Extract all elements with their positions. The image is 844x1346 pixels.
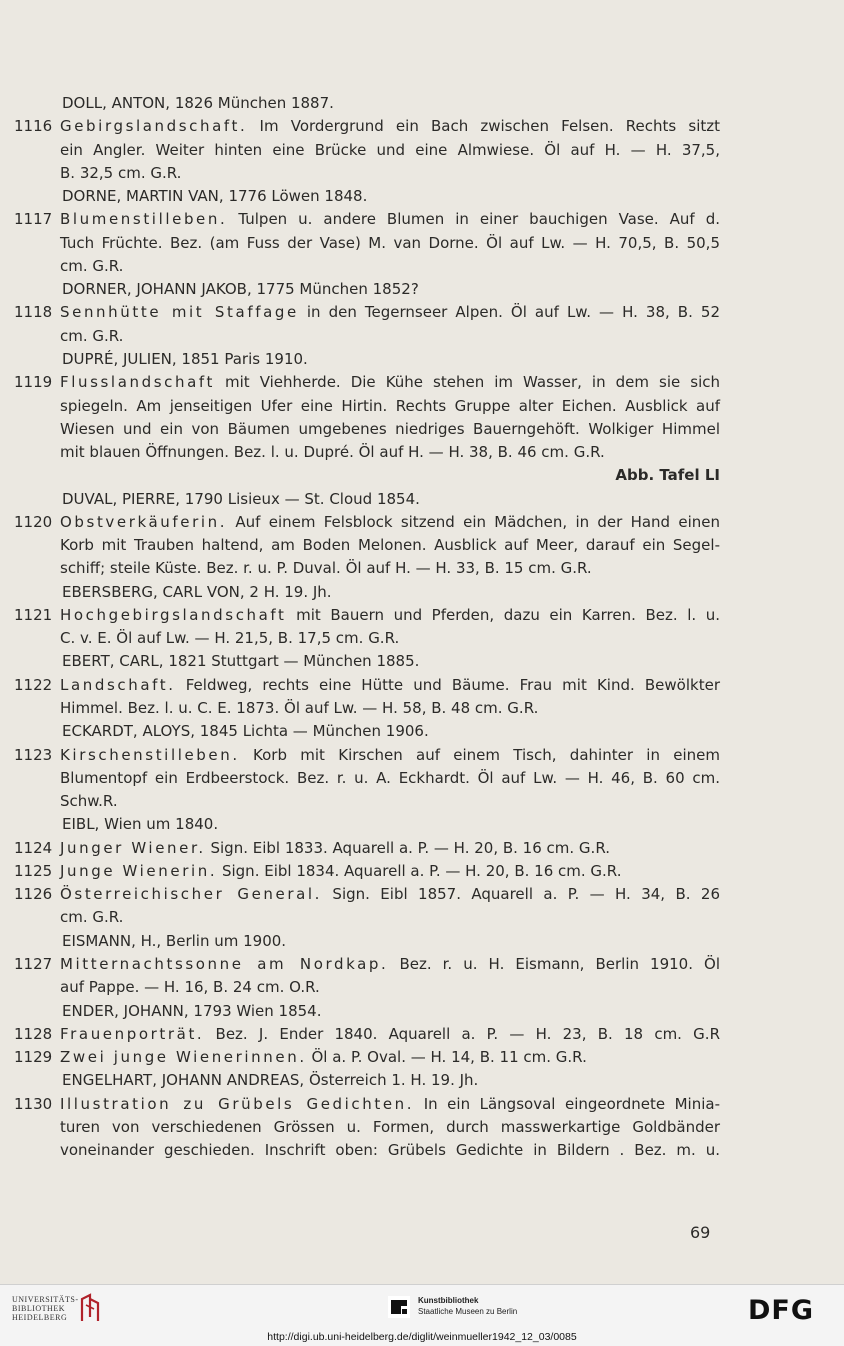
page-number: 69 [690, 1223, 711, 1242]
lot-number: 1128 [14, 1024, 53, 1043]
artist-heading-line [0, 185, 844, 207]
entry-text [60, 371, 720, 393]
artist-heading [62, 930, 722, 952]
entry-text [60, 883, 720, 905]
entry-description: DOLL, ANTON, 1826 München 1887. [62, 94, 334, 112]
entry-description: auf Pappe. — H. 16, B. 24 cm. O.R. [60, 978, 320, 997]
entry-text [60, 860, 720, 882]
entry-description: Sign. Eibl 1857. Aquarell a. P. — H. 34, B. 26 [322, 885, 720, 904]
artist-heading-line [0, 720, 844, 742]
entry-description: voneinander geschieden. Inschrift oben: Grübels Gedichte in Bildern . Bez. m. u. [60, 1141, 720, 1160]
artwork-title: Kirschenstilleben. [60, 745, 240, 764]
entry-first-line [0, 511, 844, 533]
entry-text [60, 255, 720, 277]
entry-first-line [0, 1046, 844, 1068]
entry-text [60, 744, 720, 766]
artist-heading-line [0, 1000, 844, 1022]
entry-description: cm. G.R. [60, 256, 124, 275]
entry-text [60, 1116, 720, 1138]
entry-first-line [0, 301, 844, 323]
entry-text [60, 906, 720, 928]
entry-line [0, 557, 844, 579]
entry-description: Tuch Früchte. Bez. (am Fuss der Vase) M. van Dorne. Öl auf Lw. — H. 70,5, B. 50,5 [60, 233, 720, 252]
entry-description: Korb mit Trauben haltend, am Boden Melonen. Ausblick auf Meer, darauf ein Segel- [60, 536, 720, 555]
entry-description: schiff; steile Küste. Bez. r. u. P. Duval. Öl auf H. — H. 33, B. 15 cm. G.R. [60, 559, 592, 578]
entry-first-line [0, 860, 844, 882]
entry-text [60, 325, 720, 347]
artist-heading [62, 813, 722, 835]
entry-description: turen von verschiedenen Grössen u. Formen, durch masswerkartige Goldbänder [60, 1117, 720, 1136]
entry-text [60, 418, 720, 440]
entry-text [60, 139, 720, 161]
lot-number: 1126 [14, 885, 53, 904]
entry-description: In ein Längsoval eingeordnete Minia- [414, 1094, 720, 1113]
entry-description: Himmel. Bez. l. u. C. E. 1873. Öl auf Lw. — H. 58, B. 48 cm. G.R. [60, 699, 539, 718]
artist-heading-line [0, 930, 844, 952]
entry-line [0, 627, 844, 649]
artwork-title: Flusslandschaft [60, 373, 215, 392]
entry-description: ENGELHART, JOHANN ANDREAS, Österreich 1. H. 19. Jh. [62, 1071, 479, 1090]
artist-heading [62, 348, 722, 370]
entry-line [0, 325, 844, 347]
artist-heading-line [0, 813, 844, 835]
entry-description: Tulpen u. andere Blumen in einer bauchigen Vase. Auf d. [227, 210, 720, 229]
entry-description: spiegeln. Am jenseitigen Ufer eine Hirtin. Rechts Gruppe alter Eichen. Ausblick auf [60, 396, 720, 415]
entry-line [0, 255, 844, 277]
ub-heidelberg-label [12, 1295, 79, 1322]
entry-text [60, 208, 720, 230]
entry-line [0, 441, 844, 463]
artist-heading-line [0, 278, 844, 300]
lot-number: 1129 [14, 1048, 53, 1067]
entry-line [0, 162, 844, 184]
entry-text [60, 1139, 720, 1161]
entry-description: B. 32,5 cm. G.R. [60, 163, 182, 182]
entry-first-line [0, 837, 844, 859]
lot-number: 1117 [14, 210, 53, 229]
artist-heading [62, 185, 722, 207]
entry-description: Sign. Eibl 1833. Aquarell a. P. — H. 20, B. 16 cm. G.R. [205, 838, 610, 857]
artwork-title: Landschaft. [60, 675, 176, 694]
entry-text [60, 697, 720, 719]
entry-text [60, 976, 720, 998]
entry-first-line [0, 674, 844, 696]
entry-description: DORNER, JOHANN JAKOB, 1775 München 1852? [62, 280, 419, 299]
artist-heading [62, 92, 722, 114]
entry-first-line [0, 208, 844, 230]
entry-description: EBERSBERG, CARL VON, 2 H. 19. Jh. [62, 582, 332, 601]
artwork-title: Gebirgslandschaft. [60, 117, 248, 136]
entry-first-line [0, 953, 844, 975]
entry-text [60, 604, 720, 626]
entry-description: Blumentopf ein Erdbeerstock. Bez. r. u. A. Eckhardt. Öl auf Lw. — H. 46, B. 60 cm. [60, 768, 720, 787]
lot-number: 1122 [14, 675, 53, 694]
kb-title: Kunstbibliothek [418, 1296, 479, 1305]
entry-description: Abb. Tafel LI [615, 466, 720, 485]
entry-description: DUPRÉ, JULIEN, 1851 Paris 1910. [62, 349, 308, 368]
lot-number: 1123 [14, 745, 53, 764]
entry-line [0, 1139, 844, 1161]
entry-text [60, 790, 720, 812]
entry-line [0, 976, 844, 998]
artist-heading-line [0, 1069, 844, 1091]
artist-heading-line [0, 348, 844, 370]
entry-description: ein Angler. Weiter hinten eine Brücke und eine Almwiese. Öl auf H. — H. 37,5, [60, 140, 720, 159]
entry-description: EISMANN, H., Berlin um 1900. [62, 931, 287, 950]
lot-number: 1124 [14, 838, 53, 857]
entry-first-line [0, 1023, 844, 1045]
artist-heading-line [0, 581, 844, 603]
entry-line [0, 790, 844, 812]
lot-number: 1118 [14, 303, 53, 322]
entry-text [60, 837, 720, 859]
lot-number: 1130 [14, 1094, 53, 1113]
artist-heading-line [0, 488, 844, 510]
entry-line [0, 232, 844, 254]
entry-text [60, 301, 720, 323]
permalink-url[interactable]: http://digi.ub.uni-heidelberg.de/diglit/weinmueller1942_12_03/0085 [267, 1331, 577, 1343]
entry-text [60, 395, 720, 417]
artwork-title: Zwei junge Wienerinnen. [60, 1048, 307, 1067]
entry-description: Öl a. P. Oval. — H. 14, B. 11 cm. G.R. [306, 1048, 587, 1067]
entry-text [60, 767, 720, 789]
lot-number: 1119 [14, 373, 53, 392]
ub-line: HEIDELBERG [12, 1313, 68, 1322]
entry-description: Korb mit Kirschen auf einem Tisch, dahinter in einem [239, 745, 720, 764]
digitization-footer [0, 1284, 844, 1346]
entry-description: EBERT, CARL, 1821 Stuttgart — München 1885. [62, 652, 420, 671]
entry-line [0, 534, 844, 556]
artwork-title: Junger Wiener. [60, 838, 206, 857]
artwork-title: Hochgebirgslandschaft [60, 605, 287, 624]
entry-first-line [0, 115, 844, 137]
entry-description: ECKARDT, ALOYS, 1845 Lichta — München 1906. [62, 722, 429, 741]
entry-line [0, 139, 844, 161]
entry-line [0, 418, 844, 440]
kunstbibliothek-logo-icon [388, 1296, 410, 1318]
entry-description: cm. G.R. [60, 326, 124, 345]
ub-line: UNIVERSITÄTS- [12, 1295, 79, 1304]
dfg-logo: DFG [748, 1295, 815, 1326]
entry-line [0, 767, 844, 789]
entry-text [60, 953, 720, 975]
artist-heading [62, 278, 722, 300]
entry-first-line [0, 371, 844, 393]
entry-first-line [0, 744, 844, 766]
entry-text [60, 627, 720, 649]
artist-heading [62, 488, 722, 510]
entry-first-line [0, 883, 844, 905]
plate-reference [60, 464, 720, 486]
entry-description: mit Viehherde. Die Kühe stehen im Wasser, in dem sie sich [214, 373, 720, 392]
entry-description: DORNE, MARTIN VAN, 1776 Löwen 1848. [62, 187, 368, 206]
entry-text [60, 162, 720, 184]
entry-first-line [0, 1093, 844, 1115]
lot-number: 1125 [14, 861, 53, 880]
entry-description: Wiesen und ein von Bäumen umgebenes niedriges Bauerngehöft. Wolkiger Himmel [60, 419, 720, 438]
artist-heading [62, 650, 722, 672]
entry-text [60, 1046, 720, 1068]
entry-text [60, 232, 720, 254]
artwork-title: Blumenstilleben. [60, 210, 228, 229]
entry-description: Sign. Eibl 1834. Aquarell a. P. — H. 20, B. 16 cm. G.R. [217, 861, 622, 880]
entry-text [60, 557, 720, 579]
lot-number: 1120 [14, 512, 53, 531]
entry-text [60, 1023, 720, 1045]
entry-text [60, 115, 720, 137]
artwork-title: Österreichischer General. [60, 885, 323, 904]
entry-description: cm. G.R. [60, 908, 124, 927]
entry-text [60, 674, 720, 696]
artist-heading [62, 581, 722, 603]
entry-text [60, 441, 720, 463]
kunstbibliothek-label [418, 1295, 517, 1317]
entry-description: mit Bauern und Pferden, dazu ein Karren. Bez. l. u. [286, 605, 720, 624]
artist-heading [62, 1000, 722, 1022]
entry-line [0, 697, 844, 719]
artwork-title: Illustration zu Grübels Gedichten. [60, 1094, 415, 1113]
entry-text [60, 1093, 720, 1115]
artwork-title: Junge Wienerin. [60, 861, 218, 880]
entry-description: mit blauen Öffnungen. Bez. l. u. Dupré. Öl auf H. — H. 38, B. 46 cm. G.R. [60, 443, 605, 462]
artist-heading-line [0, 650, 844, 672]
kb-subtitle: Staatliche Museen zu Berlin [418, 1307, 518, 1316]
entry-line [0, 464, 844, 486]
entry-description: Auf einem Felsblock sitzend ein Mädchen, in der Hand einen [227, 512, 720, 531]
entry-text [60, 511, 720, 533]
artwork-title: Mitternachtssonne am Nordkap. [60, 954, 389, 973]
artwork-title: Frauenporträt. [60, 1024, 205, 1043]
entry-description: ENDER, JOHANN, 1793 Wien 1854. [62, 1001, 322, 1020]
entry-description: Im Vordergrund ein Bach zwischen Felsen. Rechts sitzt [247, 117, 720, 136]
artwork-title: Sennhütte mit Staffage [60, 303, 299, 322]
lot-number: 1116 [14, 117, 53, 136]
ub-line: BIBLIOTHEK [12, 1304, 65, 1313]
artwork-title: Obstverkäuferin. [60, 512, 228, 531]
lot-number: 1127 [14, 954, 53, 973]
entry-text [60, 534, 720, 556]
entry-description: DUVAL, PIERRE, 1790 Lisieux — St. Cloud 1854. [62, 489, 420, 508]
entry-description: Feldweg, rechts eine Hütte und Bäume. Frau mit Kind. Bewölkter [175, 675, 720, 694]
entry-line [0, 395, 844, 417]
entry-description: Bez. r. u. H. Eismann, Berlin 1910. Öl [388, 954, 720, 973]
entry-description: EIBL, Wien um 1840. [62, 815, 219, 834]
artist-heading [62, 720, 722, 742]
entry-line [0, 1116, 844, 1138]
entry-line [0, 906, 844, 928]
lot-number: 1121 [14, 605, 53, 624]
entry-description: C. v. E. Öl auf Lw. — H. 21,5, B. 17,5 cm. G.R. [60, 629, 400, 648]
artist-heading-line [0, 92, 844, 114]
artist-heading [62, 1069, 722, 1091]
entry-description: in den Tegernseer Alpen. Öl auf Lw. — H. 38, B. 52 [298, 303, 720, 322]
ub-heidelberg-logo-icon [78, 1293, 102, 1323]
entry-description: Schw.R. [60, 792, 118, 811]
entry-first-line [0, 604, 844, 626]
entry-description: Bez. J. Ender 1840. Aquarell a. P. — H. 23, B. 18 cm. G.R [204, 1024, 720, 1043]
